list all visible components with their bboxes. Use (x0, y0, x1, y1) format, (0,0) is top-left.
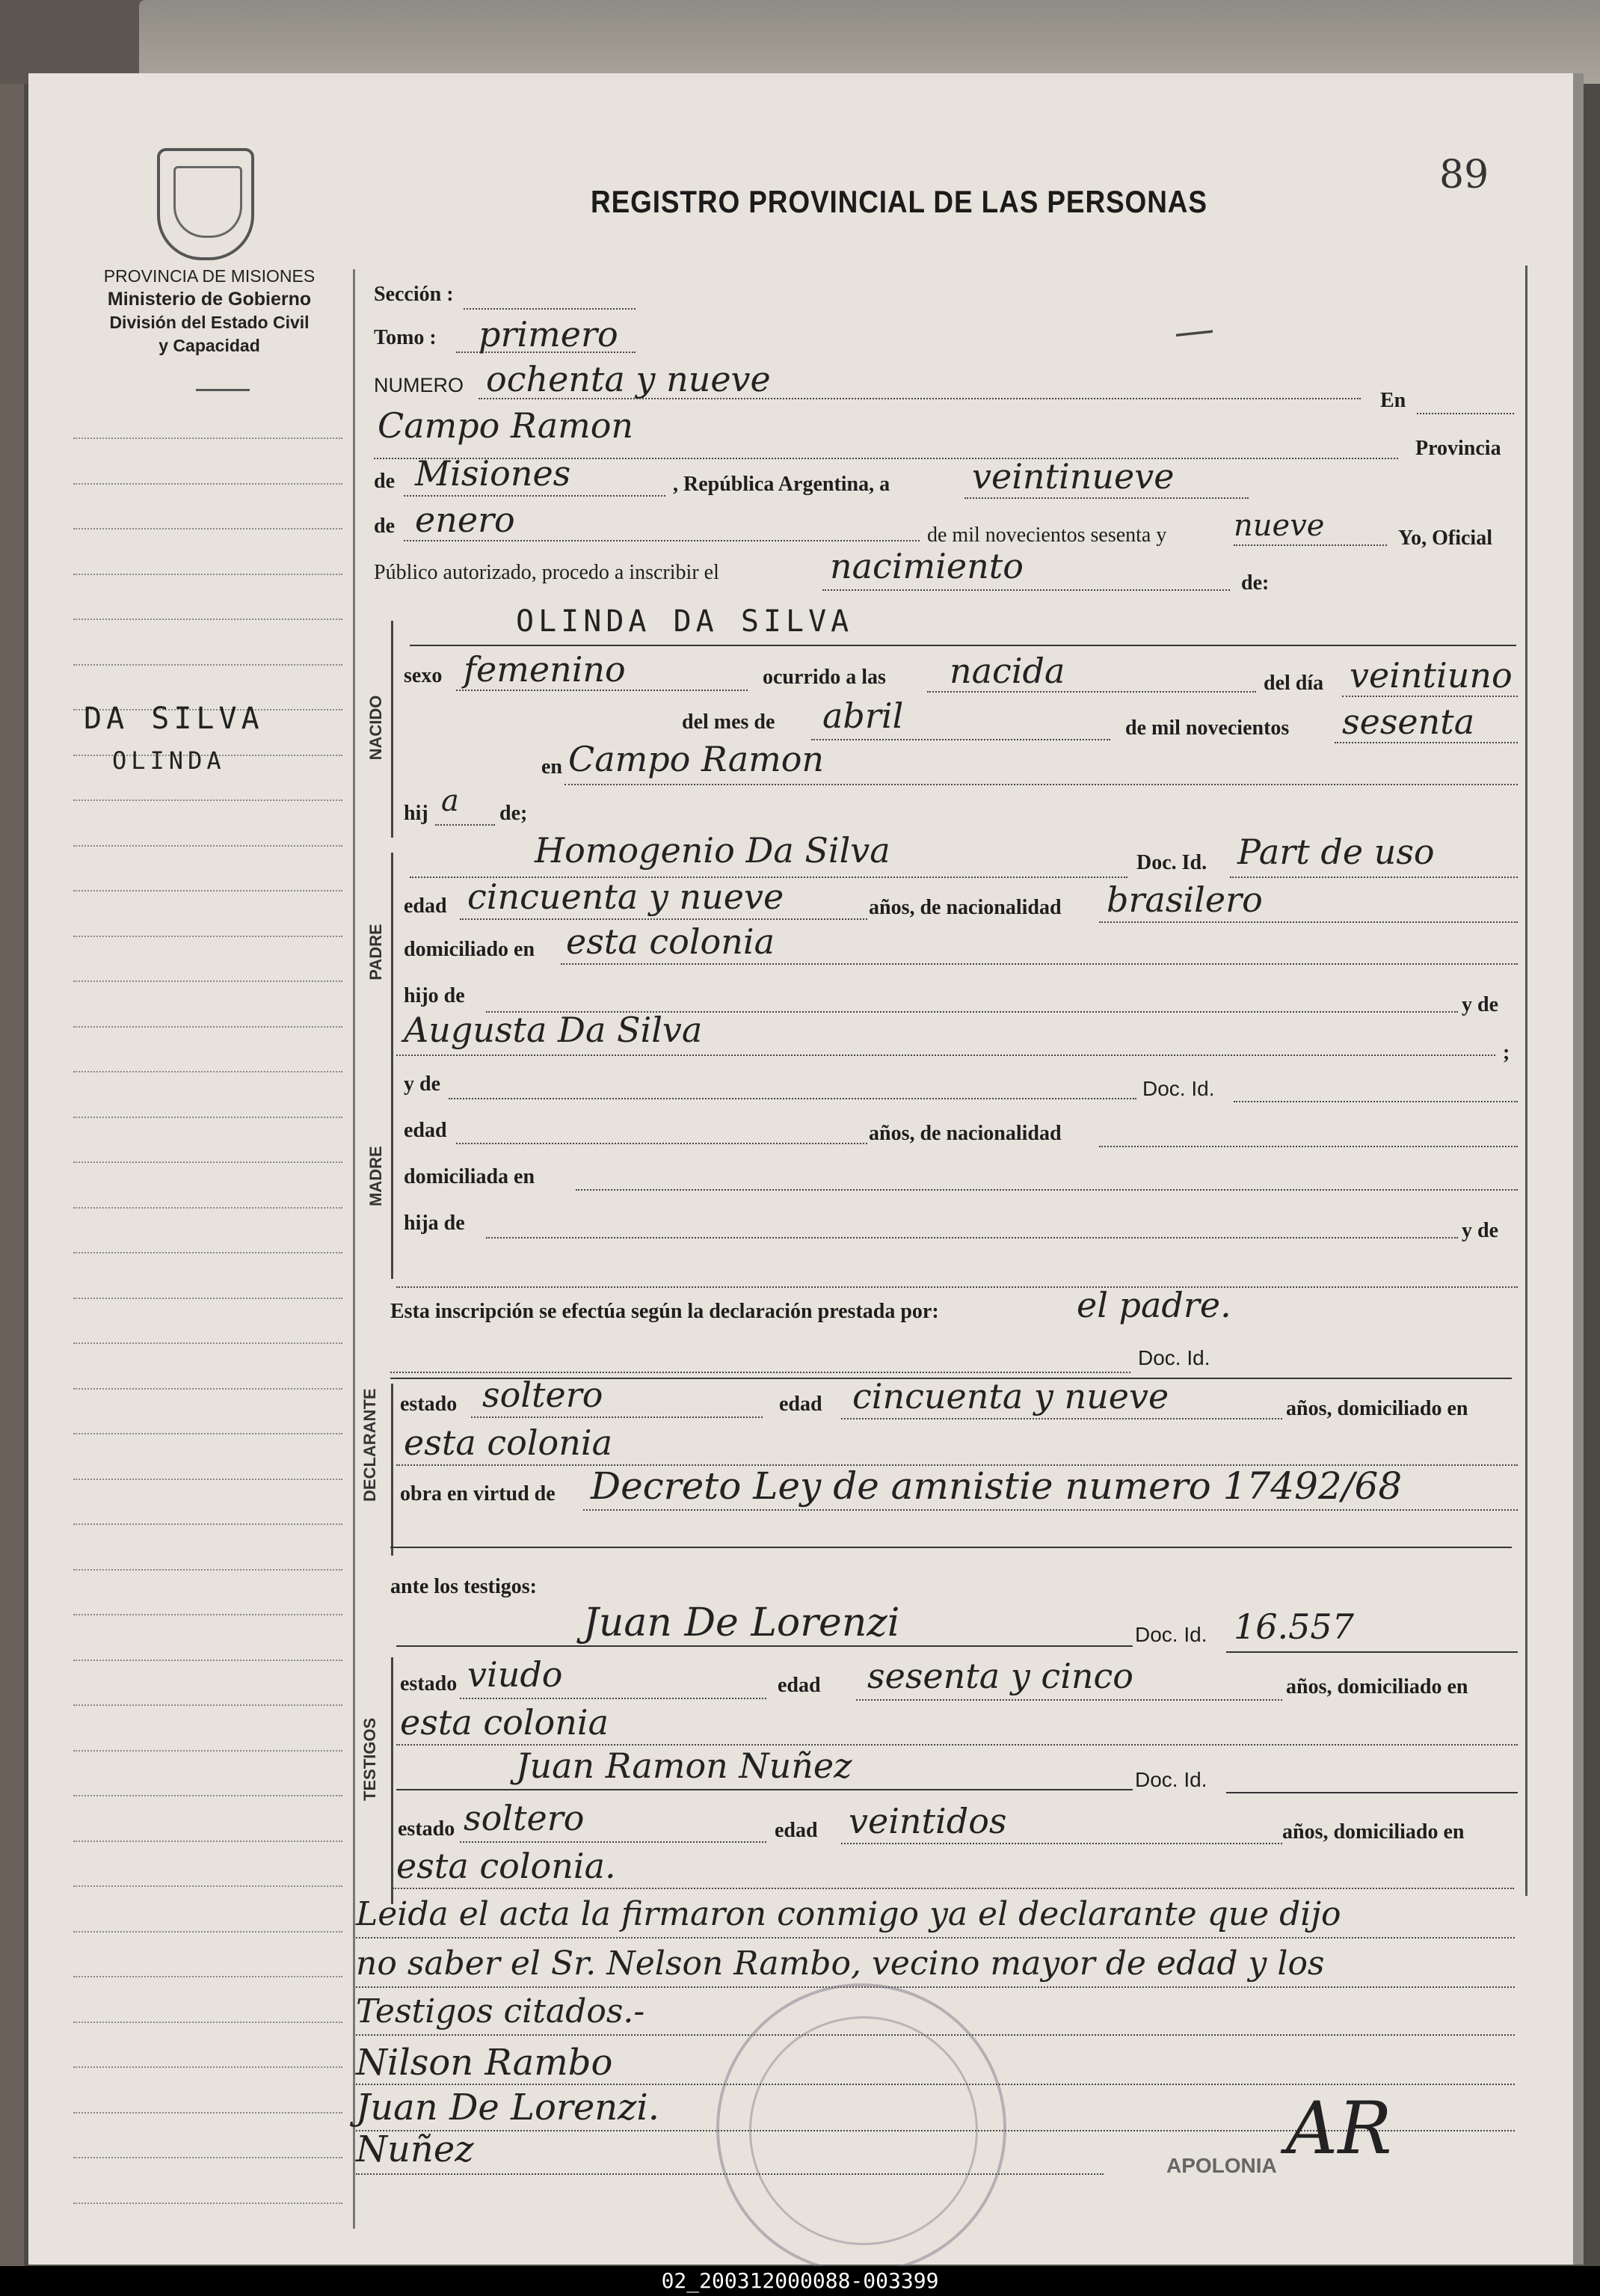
right-border (1525, 265, 1527, 1896)
oficial-label: Yo, Oficial (1398, 527, 1492, 550)
witness2-edad-label: edad (775, 1819, 818, 1842)
place-value: Campo Ramon (378, 405, 634, 446)
signature-2: Juan De Lorenzi. (356, 2087, 660, 2128)
province-line (404, 495, 665, 497)
hour-value: nacida (950, 651, 1065, 691)
father-age: cincuenta y nueve (467, 877, 784, 917)
witness2-edad-line (841, 1843, 1282, 1844)
margin-rule-line (73, 1931, 342, 1933)
margin-rule-line (73, 2066, 342, 2068)
madre-extra-line (396, 1286, 1518, 1288)
margin-rule-line (73, 2203, 342, 2204)
madre-nacionalidad-label: años, de nacionalidad (869, 1122, 1062, 1145)
nacido-bracket (391, 621, 393, 838)
witness2-doc-label: Doc. Id. (1135, 1768, 1207, 1791)
sexo-label: sexo (404, 664, 443, 687)
declarant-domicile: esta colonia (404, 1422, 612, 1463)
margin-rule-line (73, 1071, 342, 1072)
del-dia-label: del día (1264, 672, 1324, 695)
madre-doc-label: Doc. Id. (1142, 1077, 1215, 1100)
father-doc: Part de uso (1237, 832, 1435, 872)
margin-rule-line (73, 1569, 342, 1571)
witness1-name: Juan De Lorenzi (583, 1600, 900, 1645)
year-text-label: de mil novecientos sesenta y (927, 524, 1167, 547)
capacity-annotation (1172, 304, 1216, 355)
margin-rule-line (73, 1795, 342, 1796)
margin-rule-line (73, 1614, 342, 1615)
witness1-edad-line (856, 1699, 1282, 1701)
signature-3: Nuñez (356, 2128, 474, 2170)
margin-rule-line (73, 1841, 342, 1842)
father-name: Homogenio Da Silva (535, 830, 890, 871)
side-testigos: TESTIGOS (360, 1717, 379, 1801)
margin-rule-line (73, 528, 342, 530)
birth-year-value: sesenta (1342, 702, 1475, 742)
madre-name-line (449, 1098, 1136, 1099)
misiones-coat-of-arms-icon (157, 148, 254, 260)
birth-place-value: Campo Ramon (568, 739, 825, 779)
official-stamp-name: APOLONIA (1166, 2154, 1277, 2177)
margin-rule-line (73, 2022, 342, 2023)
grandmother-name: Augusta Da Silva (404, 1010, 703, 1050)
margin-rule-line (73, 2157, 342, 2158)
margin-rule-line (73, 1388, 342, 1390)
margin-rule-line (73, 980, 342, 982)
witness1-doc-label: Doc. Id. (1135, 1623, 1207, 1646)
tomo-line (456, 352, 636, 353)
province-value: Misiones (415, 453, 571, 494)
witness2-estado-label: estado (398, 1817, 455, 1841)
declarant-estado-line (471, 1416, 763, 1418)
witness2-estado-line (460, 1841, 766, 1843)
hour-line (927, 691, 1256, 693)
domiciliada-label: domiciliada en (404, 1165, 535, 1188)
witness2-anos-label: años, domiciliado en (1282, 1820, 1465, 1844)
signature-1: Nilson Rambo (356, 2042, 613, 2084)
margin-rule-line (73, 845, 342, 847)
declarant-estado-value: soltero (482, 1375, 603, 1415)
republica-label: , República Argentina, a (673, 473, 890, 496)
margin-rule-line (73, 1298, 342, 1299)
page-number: 89 (1439, 153, 1489, 197)
testigos-bracket (391, 1657, 393, 1904)
y-de-label: y de (1462, 993, 1498, 1016)
side-declarante: DECLARANTE (360, 1388, 379, 1502)
witness2-name: Juan Ramon Nuñez (516, 1746, 852, 1786)
seccion-line (464, 308, 636, 310)
margin-given-name: OLINDA (112, 746, 226, 775)
declarant-doc-label: Doc. Id. (1138, 1346, 1210, 1369)
witness2-name-line (396, 1789, 1133, 1790)
mil-label: de mil novecientos (1125, 716, 1290, 740)
margin-rule-line (73, 799, 342, 801)
witness2-doc-line (1226, 1792, 1518, 1793)
margin-rule-line (73, 664, 342, 666)
seccion-label: Sección : (374, 283, 454, 306)
book-cover-edge (139, 0, 1600, 84)
madre-domicile-line (576, 1189, 1518, 1191)
en-line (1417, 413, 1514, 414)
book-spine (0, 0, 24, 2266)
declarante-bottom-line (390, 1547, 1512, 1548)
official-signature: AR (1286, 2087, 1392, 2170)
madre-doc-line (1234, 1101, 1518, 1102)
sexo-value: femenino (464, 649, 626, 690)
note-line-2-rule (356, 1986, 1515, 1988)
numero-value: ochenta y nueve (486, 359, 771, 399)
month-line (404, 540, 920, 541)
capacity-annotation-text: — (1171, 304, 1217, 356)
madre-bracket (391, 1077, 393, 1279)
birth-day-line (1342, 696, 1518, 697)
margin-rule-line (73, 936, 342, 937)
margin-rule-line (73, 1161, 342, 1163)
provincia-label: Provincia (1415, 437, 1501, 460)
madre-y-de-label: y de (404, 1072, 440, 1096)
act-line (822, 589, 1230, 591)
witness1-estado: viudo (467, 1654, 563, 1695)
testigos-label: ante los testigos: (390, 1575, 537, 1598)
tomo-value: primero (479, 314, 618, 354)
signature-3-rule (356, 2173, 1104, 2175)
margin-rule-line (73, 2112, 342, 2114)
province-name: PROVINCIA DE MISIONES (103, 266, 316, 286)
witness1-name-line (396, 1645, 1133, 1647)
margin-rule-line (73, 1342, 342, 1344)
father-age-line (460, 918, 867, 920)
margin-rule-line (73, 1117, 342, 1118)
declarant-estado-label: estado (400, 1393, 458, 1416)
year-line (1234, 544, 1387, 546)
witness1-doc: 16.557 (1234, 1606, 1354, 1647)
witness1-edad-label: edad (778, 1674, 821, 1697)
margin-rule-line (73, 1026, 342, 1028)
margin-rule-line (73, 1750, 342, 1752)
madre-nacionalidad-line (1099, 1146, 1518, 1147)
declarant-anos-label: años, domiciliado en (1286, 1397, 1468, 1420)
witness1-doc-line (1226, 1651, 1518, 1653)
witness1-edad: sesenta y cinco (867, 1656, 1133, 1696)
margin-rule-line (73, 574, 342, 575)
de-colon-label: de: (1241, 571, 1270, 595)
birth-year-line (1335, 742, 1518, 743)
en-place-label: en (541, 755, 562, 779)
margin-rule-line (73, 1976, 342, 1977)
signature-1-rule (356, 2084, 1515, 2085)
declarante-bracket (391, 1384, 393, 1556)
declarant-value: el padre. (1077, 1285, 1231, 1325)
margin-rule-line (73, 1252, 342, 1253)
header-divider (196, 389, 250, 391)
birth-day-value: veintiuno (1350, 655, 1513, 696)
division-name: División del Estado Civil (109, 313, 310, 332)
margin-rule-line (73, 1704, 342, 1706)
day-value: veintinueve (972, 456, 1175, 497)
birth-month-value: abril (822, 696, 904, 736)
margin-rule-line (73, 1885, 342, 1887)
margin-rule-line (73, 1207, 342, 1209)
note-line-2: no saber el Sr. Nelson Rambo, vecino mayor de edad y los (356, 1944, 1325, 1983)
person-name: OLINDA DA SILVA (516, 604, 854, 639)
witness1-estado-label: estado (400, 1672, 458, 1695)
father-nationality-line (1099, 921, 1518, 923)
month-value: enero (415, 500, 515, 540)
witness1-estado-line (460, 1698, 766, 1699)
doc-label: Doc. Id. (1136, 851, 1207, 874)
margin-rule-line (73, 1523, 342, 1525)
de-semicolon: de; (499, 802, 528, 825)
obra-line (583, 1509, 1518, 1511)
witness1-domicile: esta colonia (400, 1702, 609, 1743)
margin-rule-line (73, 1433, 342, 1434)
note-line-1-rule (356, 1937, 1515, 1939)
grandmother-line (396, 1055, 1495, 1056)
declarant-name-line (390, 1372, 1130, 1373)
declarant-edad-value: cincuenta y nueve (852, 1376, 1169, 1416)
obra-value: Decreto Ley de amnistie numero 17492/68 (591, 1464, 1403, 1508)
publico-label: Público autorizado, procedo a inscribir el (374, 561, 719, 584)
de-label-2: de (374, 515, 395, 538)
margin-rule-line (73, 1660, 342, 1661)
margin-rule-line (73, 483, 342, 485)
capacity-name: y Capacidad (159, 336, 260, 355)
del-mes-label: del mes de (682, 710, 775, 734)
hij-suffix: a (441, 784, 459, 818)
margin-rule-line (73, 438, 342, 439)
day-line (964, 497, 1249, 499)
declarant-edad-line (841, 1418, 1282, 1419)
madre-edad-line (456, 1143, 867, 1144)
ocurrido-label: ocurrido a las (763, 666, 886, 689)
nacionalidad-label: años, de nacionalidad (869, 896, 1062, 919)
witness2-domicile: esta colonia. (396, 1846, 616, 1886)
act-value: nacimiento (830, 546, 1024, 586)
hijo-de-label: hijo de (404, 984, 465, 1007)
father-nationality: brasilero (1107, 880, 1263, 920)
numero-line (479, 398, 1361, 399)
birth-month-line (811, 739, 1110, 740)
witness1-anos-label: años, domiciliado en (1286, 1675, 1468, 1698)
witness2-domicile-line (393, 1888, 1514, 1889)
declarant-edad-label: edad (779, 1393, 822, 1416)
en-label: En (1380, 389, 1406, 412)
page-title: REGISTRO PROVINCIAL DE LAS PERSONAS (591, 184, 1207, 219)
father-domicile-line (561, 963, 1518, 965)
semicolon: ; (1503, 1041, 1510, 1064)
ministry-name: Ministerio de Gobierno (107, 289, 312, 310)
side-padre: PADRE (366, 924, 385, 980)
hij-line (435, 824, 495, 826)
registry-stamp-icon (716, 1983, 1006, 2274)
edad-label: edad (404, 894, 447, 918)
witness2-estado: soltero (464, 1798, 585, 1838)
madre-edad-label: edad (404, 1119, 447, 1142)
madre-y-de2-label: y de (1462, 1219, 1498, 1242)
witness2-edad: veintidos (849, 1801, 1007, 1841)
inscripcion-label: Esta inscripción se efectúa según la declaración prestada por: (390, 1300, 939, 1323)
register-page (28, 73, 1584, 2265)
hij-label: hij (404, 802, 428, 825)
person-name-line (410, 645, 1516, 646)
birth-place-line (564, 784, 1518, 785)
issuing-office (45, 265, 374, 357)
margin-rule-line (73, 618, 342, 620)
margin-rule-line (73, 1479, 342, 1480)
side-nacido: NACIDO (366, 695, 385, 761)
numero-label: NUMERO (374, 374, 464, 396)
sexo-line (456, 690, 748, 691)
domiciliado-label: domiciliado en (404, 938, 535, 961)
obra-label: obra en virtud de (400, 1482, 556, 1505)
hija-de-label: hija de (404, 1212, 465, 1235)
father-domicile: esta colonia (566, 921, 775, 962)
note-line-1: Leida el acta la firmaron conmigo ya el declarante que dijo (356, 1895, 1341, 1933)
tomo-label: Tomo : (374, 326, 437, 349)
father-doc-line (1230, 877, 1518, 878)
margin-rule-line (73, 890, 342, 891)
side-madre: MADRE (366, 1146, 385, 1206)
note-line-3: Testigos citados.- (356, 1992, 645, 2031)
margin-surname: DA SILVA (84, 702, 264, 736)
image-code: 02_200312000088-003399 (0, 2266, 1600, 2296)
de-label: de (374, 470, 395, 493)
margin-rule (353, 269, 355, 2229)
hija-de-line (486, 1237, 1458, 1238)
year-value: nueve (1234, 509, 1325, 543)
